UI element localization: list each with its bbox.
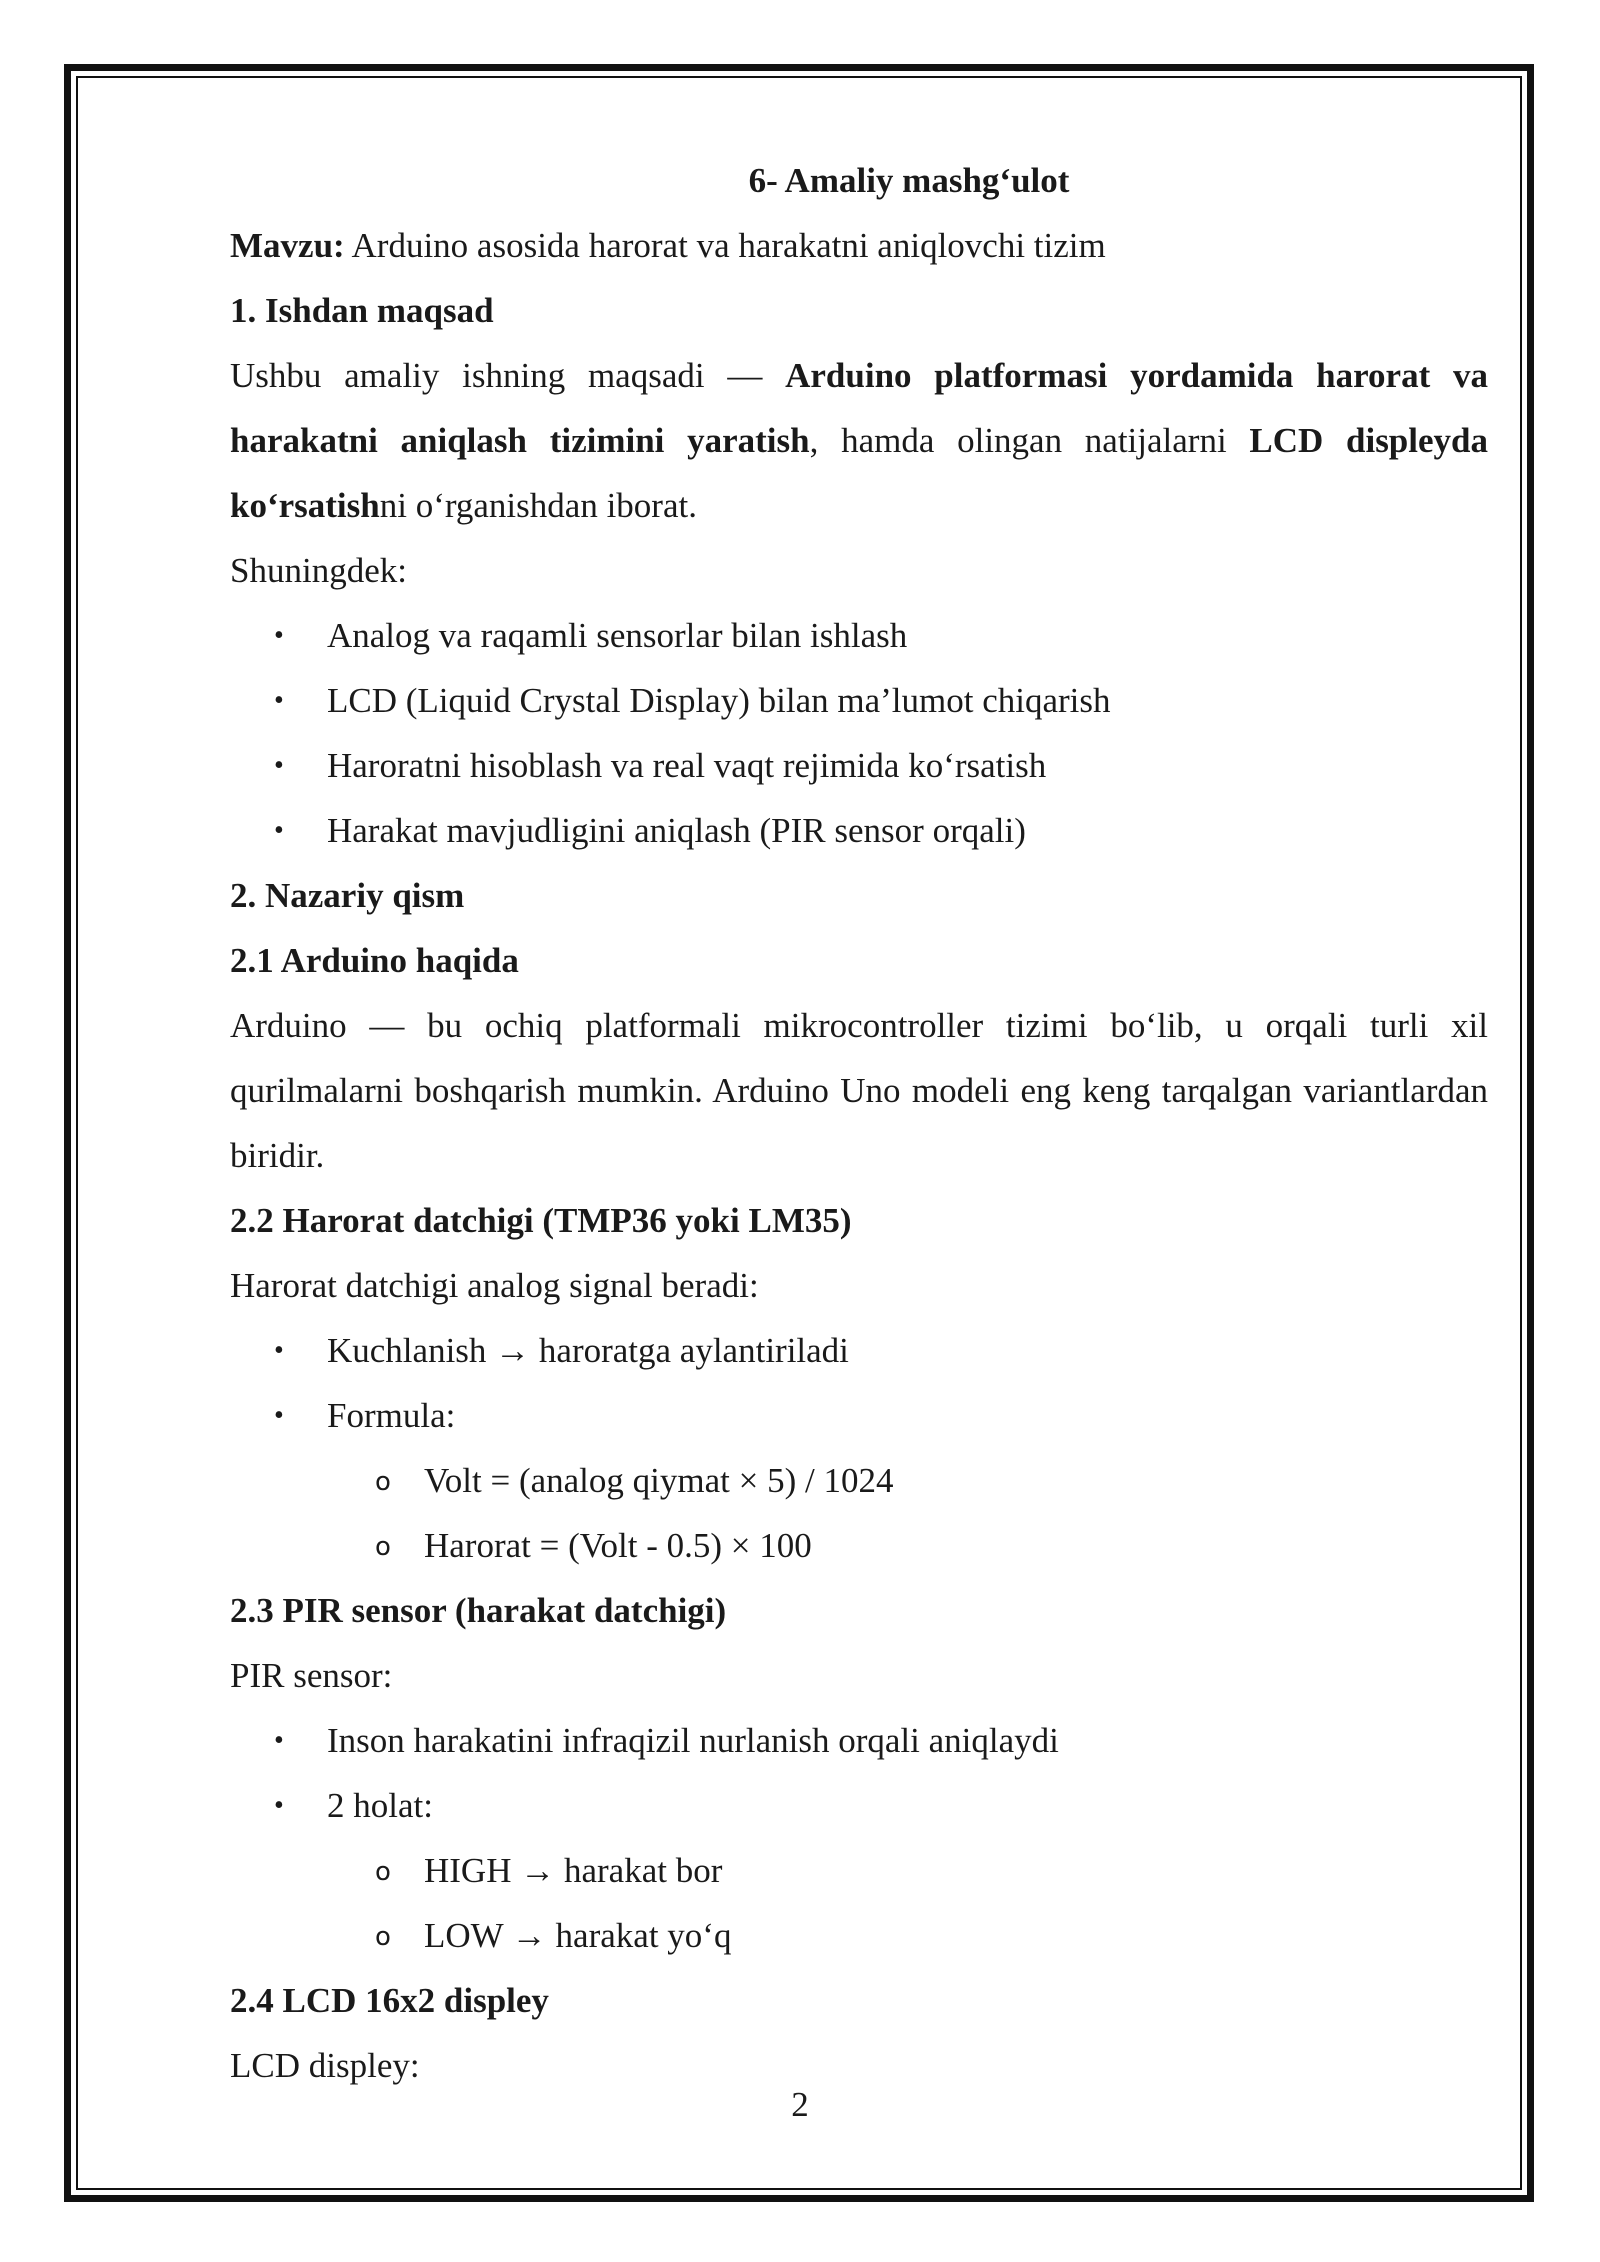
sub-list-item: o LOW → harakat yo‘q [230,1903,1488,1968]
sub-list-item: o HIGH → harakat bor [230,1838,1488,1903]
section-1-heading: 1. Ishdan maqsad [230,291,494,330]
section-1-intro: Shuningdek: [230,551,407,590]
list-item: • 2 holat: [230,1773,1488,1838]
section-1-list [230,603,1488,863]
section-2-2-list [230,1318,1488,1448]
list-item: • Haroratni hisoblash va real vaqt rejimida ko‘rsatish [230,733,1488,798]
section-2-1-heading: 2.1 Arduino haqida [230,941,519,980]
topic-line [230,213,1488,278]
section-2-3-heading: 2.3 PIR sensor (harakat datchigi) [230,1591,727,1630]
bold-run: LCD displeyda ko‘rsatish [230,421,1488,525]
list-item: • Kuchlanish → haroratga aylantiriladi [230,1318,1488,1383]
section-2-2-intro: Harorat datchigi analog signal beradi: [230,1266,759,1305]
section-2-3-sublist [230,1838,1488,1968]
page-number: 2 [791,2085,809,2124]
section-2-1-paragraph: Arduino — bu ochiq platformali mikrocontroller tizimi bo‘lib, u orqali turli xil qurilmalarni boshqarish mumkin. Arduino Uno modeli eng keng tarqalgan variantlardan biridir. [230,1006,1488,1175]
section-2-3-intro: PIR sensor: [230,1656,393,1695]
text-run: Ushbu amaliy ishning maqsadi — [230,356,786,395]
topic-text: Arduino asosida harorat va harakatni aniqlovchi tizim [344,226,1106,265]
section-1-paragraph [230,343,1488,538]
sub-list-item: o Harorat = (Volt - 0.5) × 100 [230,1513,1488,1578]
section-2-3-list [230,1708,1488,1838]
text-run: , hamda olingan natijalarni [809,421,1250,460]
text-run: ni o‘rganishdan iborat. [379,486,697,525]
document-title: 6- Amaliy mashg‘ulot [748,161,1070,200]
section-2-2-heading: 2.2 Harorat datchigi (TMP36 yoki LM35) [230,1201,852,1240]
section-2-4-intro: LCD displey: [230,2046,420,2085]
list-item: • Inson harakatini infraqizil nurlanish orqali aniqlaydi [230,1708,1488,1773]
section-2-heading: 2. Nazariy qism [230,876,465,915]
list-item: • Analog va raqamli sensorlar bilan ishlash [230,603,1488,668]
list-item: • Harakat mavjudligini aniqlash (PIR sensor orqali) [230,798,1488,863]
bold-run: Arduino platformasi yordamida harorat va harakatni aniqlash tizimini yaratish [230,356,1488,460]
section-2-4-heading: 2.4 LCD 16x2 displey [230,1981,549,2020]
section-2-2-sublist [230,1448,1488,1578]
sub-list-item: o Volt = (analog qiymat × 5) / 1024 [230,1448,1488,1513]
list-item: • LCD (Liquid Crystal Display) bilan ma’lumot chiqarish [230,668,1488,733]
document-body [230,148,1488,2098]
list-item: • Formula: [230,1383,1488,1448]
topic-label: Mavzu: [230,226,345,265]
